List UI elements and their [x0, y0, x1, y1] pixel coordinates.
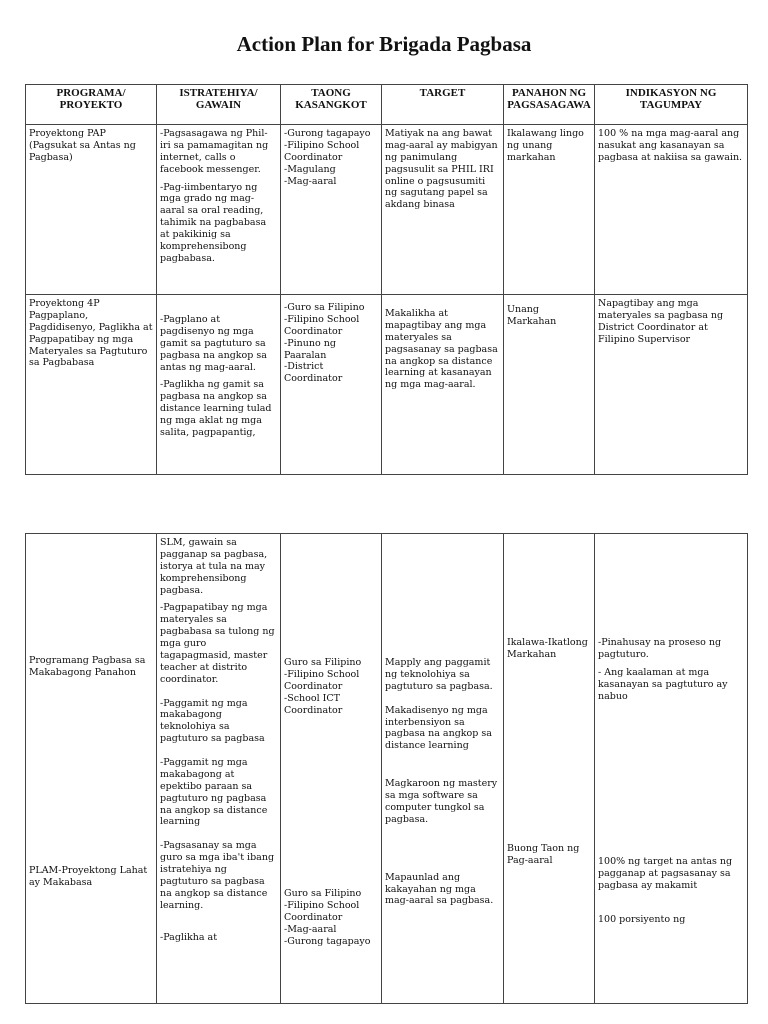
- header-panahon: PANAHON NG PAGSASAGAWA: [504, 85, 595, 125]
- target-cell: Makalikha at mapagtibay ang mga materyales sa pagsasanay sa pagbasa na angkop sa distance learning at kasanayan ng mga mag-aaral.: [382, 295, 504, 475]
- target-cell: Mapply ang paggamit ng teknolohiya sa pagtuturo sa pagbasa. Makadisenyo ng mga interbensiyon sa pagbasa na angkop sa distance learning Magkaroon ng mastery sa mga software sa computer tungkol sa pagbasa. Mapaunlad ang kakayahan ng mga mag-aaral sa pagbasa.: [382, 534, 504, 1004]
- table-row: [26, 295, 748, 475]
- strategy-cell: -Pagplano at pagdisenyo ng mga gamit sa pagtuturo sa pagbasa na angkop sa antas ng mag-aaral. -Paglikha ng gamit sa pagbasa na angkop sa distance learning tulad ng mga aklat ng mga salita, pagpapantig,: [157, 295, 281, 475]
- action-plan-table-1: [25, 84, 748, 475]
- document-title: Action Plan for Brigada Pagbasa: [236, 32, 532, 56]
- header-target: TARGET: [382, 85, 504, 125]
- header-indikasyon: INDIKASYON NG TAGUMPAY: [595, 85, 748, 125]
- period-cell: Ikalawang lingo ng unang markahan: [504, 125, 595, 295]
- header-programa: PROGRAMA/ PROYEKTO: [26, 85, 157, 125]
- program-cell: Programang Pagbasa sa Makabagong Panahon PLAM-Proyektong Lahat ay Makabasa: [26, 534, 157, 1004]
- period-cell: Ikalawa-Ikatlong Markahan Buong Taon ng Pag-aaral: [504, 534, 595, 1004]
- people-cell: Guro sa Filipino -Filipino School Coordinator -School ICT Coordinator Guro sa Filipino -Filipino School Coordinator -Mag-aaral -Gurong tagapayo: [281, 534, 382, 1004]
- indicator-cell: 100 % na mga mag-aaral ang nasukat ang kasanayan sa pagbasa at nakiisa sa gawain.: [595, 125, 748, 295]
- strategy-cell: -Pagsasagawa ng Phil-iri sa pamamagitan ng internet, calls o facebook messenger. -Pag-iimbentaryo ng mga grado ng mag-aaral sa oral reading, tahimik na pagbabasa at pakikinig sa komprehensibong pagbabasa.: [157, 125, 281, 295]
- indicator-cell: Napagtibay ang mga materyales sa pagbasa ng District Coordinator at Filipino Supervisor: [595, 295, 748, 475]
- table-row: [26, 125, 748, 295]
- header-istratehiya: ISTRATEHIYA/ GAWAIN: [157, 85, 281, 125]
- action-plan-table-2: [25, 533, 748, 1004]
- header-row: [26, 85, 748, 125]
- indicator-cell: -Pinahusay na proseso ng pagtuturo. - Ang kaalaman at mga kasanayan sa pagtuturo ay nabuo 100% ng target na antas ng pagganap at pagsasanay sa pagbasa ay makamit 100 porsiyento ng: [595, 534, 748, 1004]
- header-taong-kasangkot: TAONG KASANGKOT: [281, 85, 382, 125]
- program-cell: Proyektong 4P Pagpaplano, Pagdidisenyo, Paglikha at Pagpapatibay ng mga Materyales sa Pagtuturo sa Pagbabasa: [26, 295, 157, 475]
- target-cell: Matiyak na ang bawat mag-aaral ay mabigyan ng panimulang pagsusulit sa PHIL IRI online o pagsusumiti ng sagutang papel sa akdang binasa: [382, 125, 504, 295]
- strategy-cell: SLM, gawain sa pagganap sa pagbasa, istorya at tula na may komprehensibong pagbasa. -Pagpapatibay ng mga materyales sa pagbabasa sa tulong ng mga guro tagapagmasid, master teacher at distrito coordinator. -Paggamit ng mga makabagong teknolohiya sa pagtuturo sa pagbasa -Paggamit ng mga makabagong at epektibo paraan sa pagtuturo ng pagbasa na angkop sa distance learning -Pagsasanay sa mga guro sa mga iba't ibang istratehiya ng pagtuturo sa pagbasa na angkop sa distance learning. -Paglikha at: [157, 534, 281, 1004]
- people-cell: -Guro sa Filipino -Filipino School Coordinator -Pinuno ng Paaralan -District Coordinator: [281, 295, 382, 475]
- program-cell: Proyektong PAP (Pagsukat sa Antas ng Pagbasa): [26, 125, 157, 295]
- table-row: [26, 534, 748, 1004]
- period-cell: Unang Markahan: [504, 295, 595, 475]
- people-cell: -Gurong tagapayo -Filipino School Coordinator -Magulang -Mag-aaral: [281, 125, 382, 295]
